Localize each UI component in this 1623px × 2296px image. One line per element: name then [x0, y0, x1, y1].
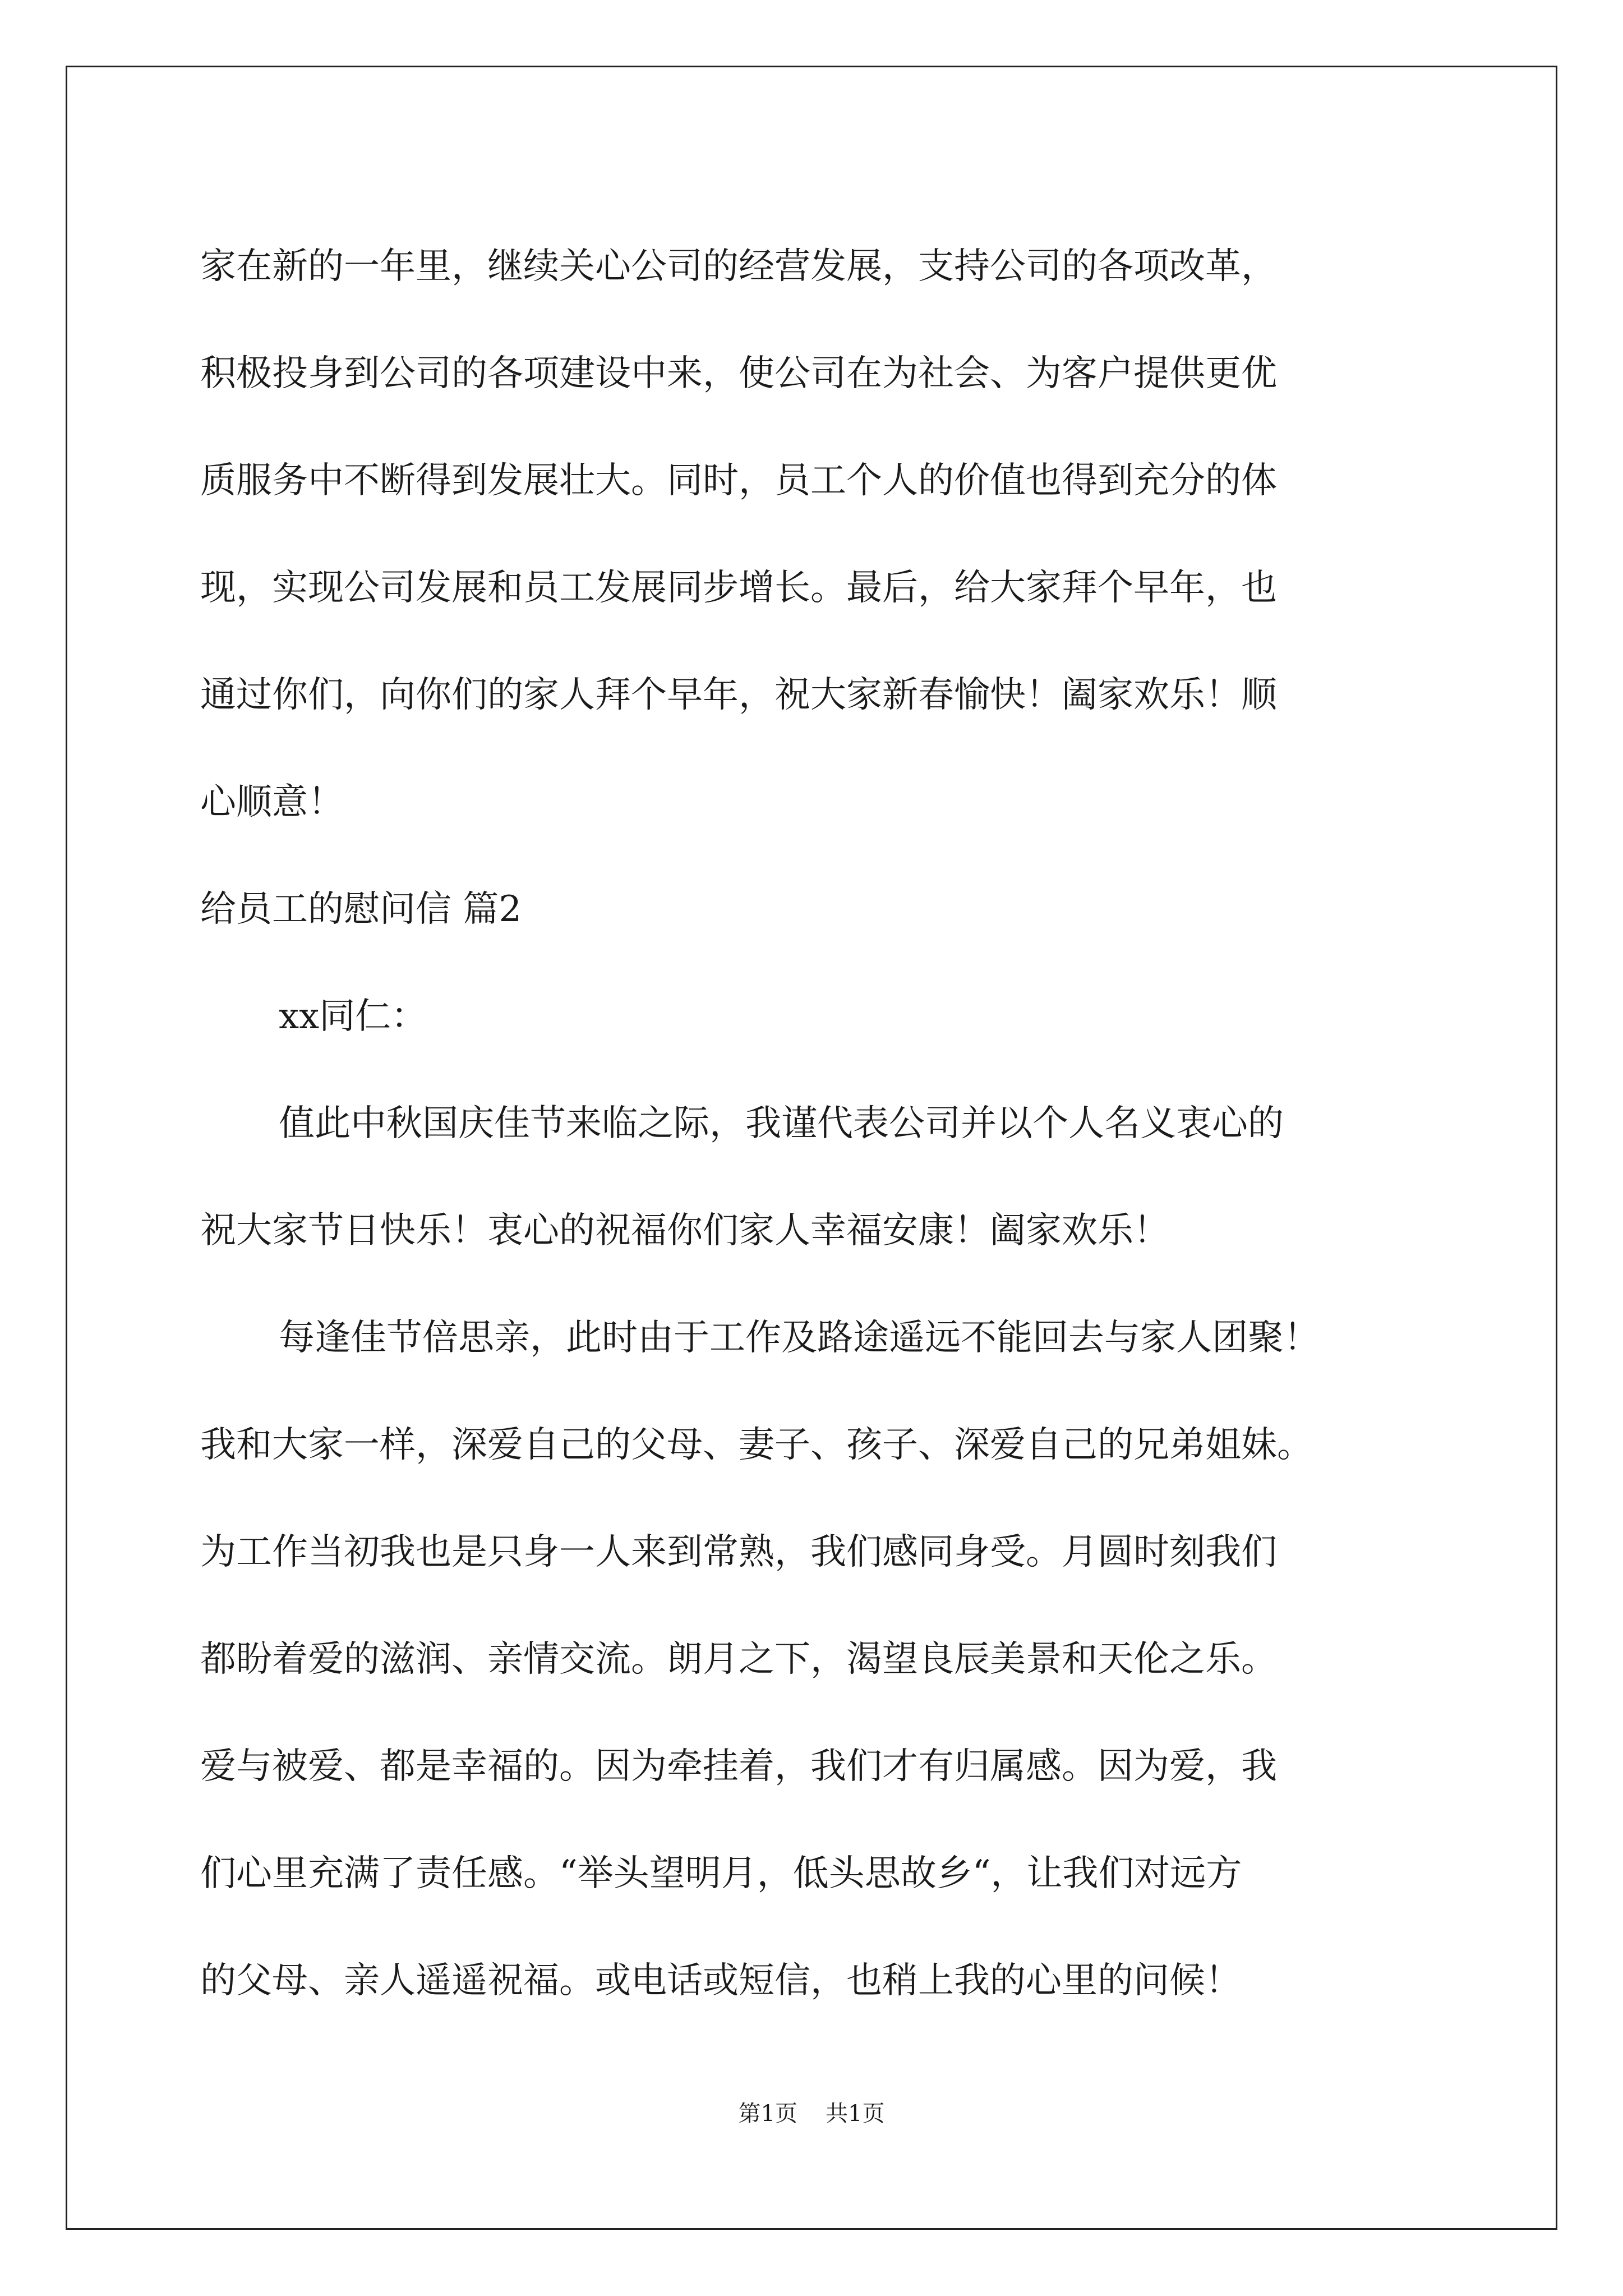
body-line: 心顺意！: [200, 781, 344, 823]
paragraph-line: 都盼着爱的滋润、亲情交流。朗月之下，渴望良辰美景和天伦之乐。: [200, 1639, 1277, 1680]
body-line: 积极投身到公司的各项建设中来，使公司在为社会、为客户提供更优: [200, 353, 1277, 394]
salutation: xx同仁：: [279, 996, 427, 1037]
body-line: 现，实现公司发展和员工发展同步增长。最后，给大家拜个早年，也: [200, 567, 1277, 609]
document-body: [200, 213, 1434, 2035]
page-total: 共1页: [826, 2101, 885, 2127]
paragraph-line: 的父母、亲人遥遥祝福。或电话或短信，也稍上我的心里的问候！: [200, 1960, 1241, 2001]
section-title: 给员工的慰问信 篇2: [200, 889, 522, 930]
page-number: 第1页: [738, 2101, 797, 2127]
paragraph-line: 值此中秋国庆佳节来临之际，我谨代表公司并以个人名义衷心的: [279, 1103, 1284, 1144]
paragraph-line: 我和大家一样，深爱自己的父母、妻子、孩子、深爱自己的兄弟姐妹。: [200, 1424, 1313, 1466]
paragraph-line: 爱与被爱、都是幸福的。因为牵挂着，我们才有归属感。因为爱，我: [200, 1746, 1277, 1787]
page-footer: [0, 2097, 1623, 2131]
paragraph-line: 们心里充满了责任感。“举头望明月，低头思故乡“，让我们对远方: [200, 1853, 1242, 1894]
body-line: 通过你们，向你们的家人拜个早年，祝大家新春愉快！阖家欢乐！顺: [200, 674, 1277, 716]
paragraph-line: 祝大家节日快乐！衷心的祝福你们家人幸福安康！阖家欢乐！: [200, 1210, 1169, 1251]
paragraph-line: 每逢佳节倍思亲，此时由于工作及路途遥远不能回去与家人团聚！: [279, 1317, 1320, 1359]
body-line: 质服务中不断得到发展壮大。同时，员工个人的价值也得到充分的体: [200, 460, 1277, 501]
paragraph-line: 为工作当初我也是只身一人来到常熟，我们感同身受。月圆时刻我们: [200, 1531, 1277, 1573]
body-line: 家在新的一年里，继续关心公司的经营发展，支持公司的各项改革，: [200, 246, 1277, 287]
